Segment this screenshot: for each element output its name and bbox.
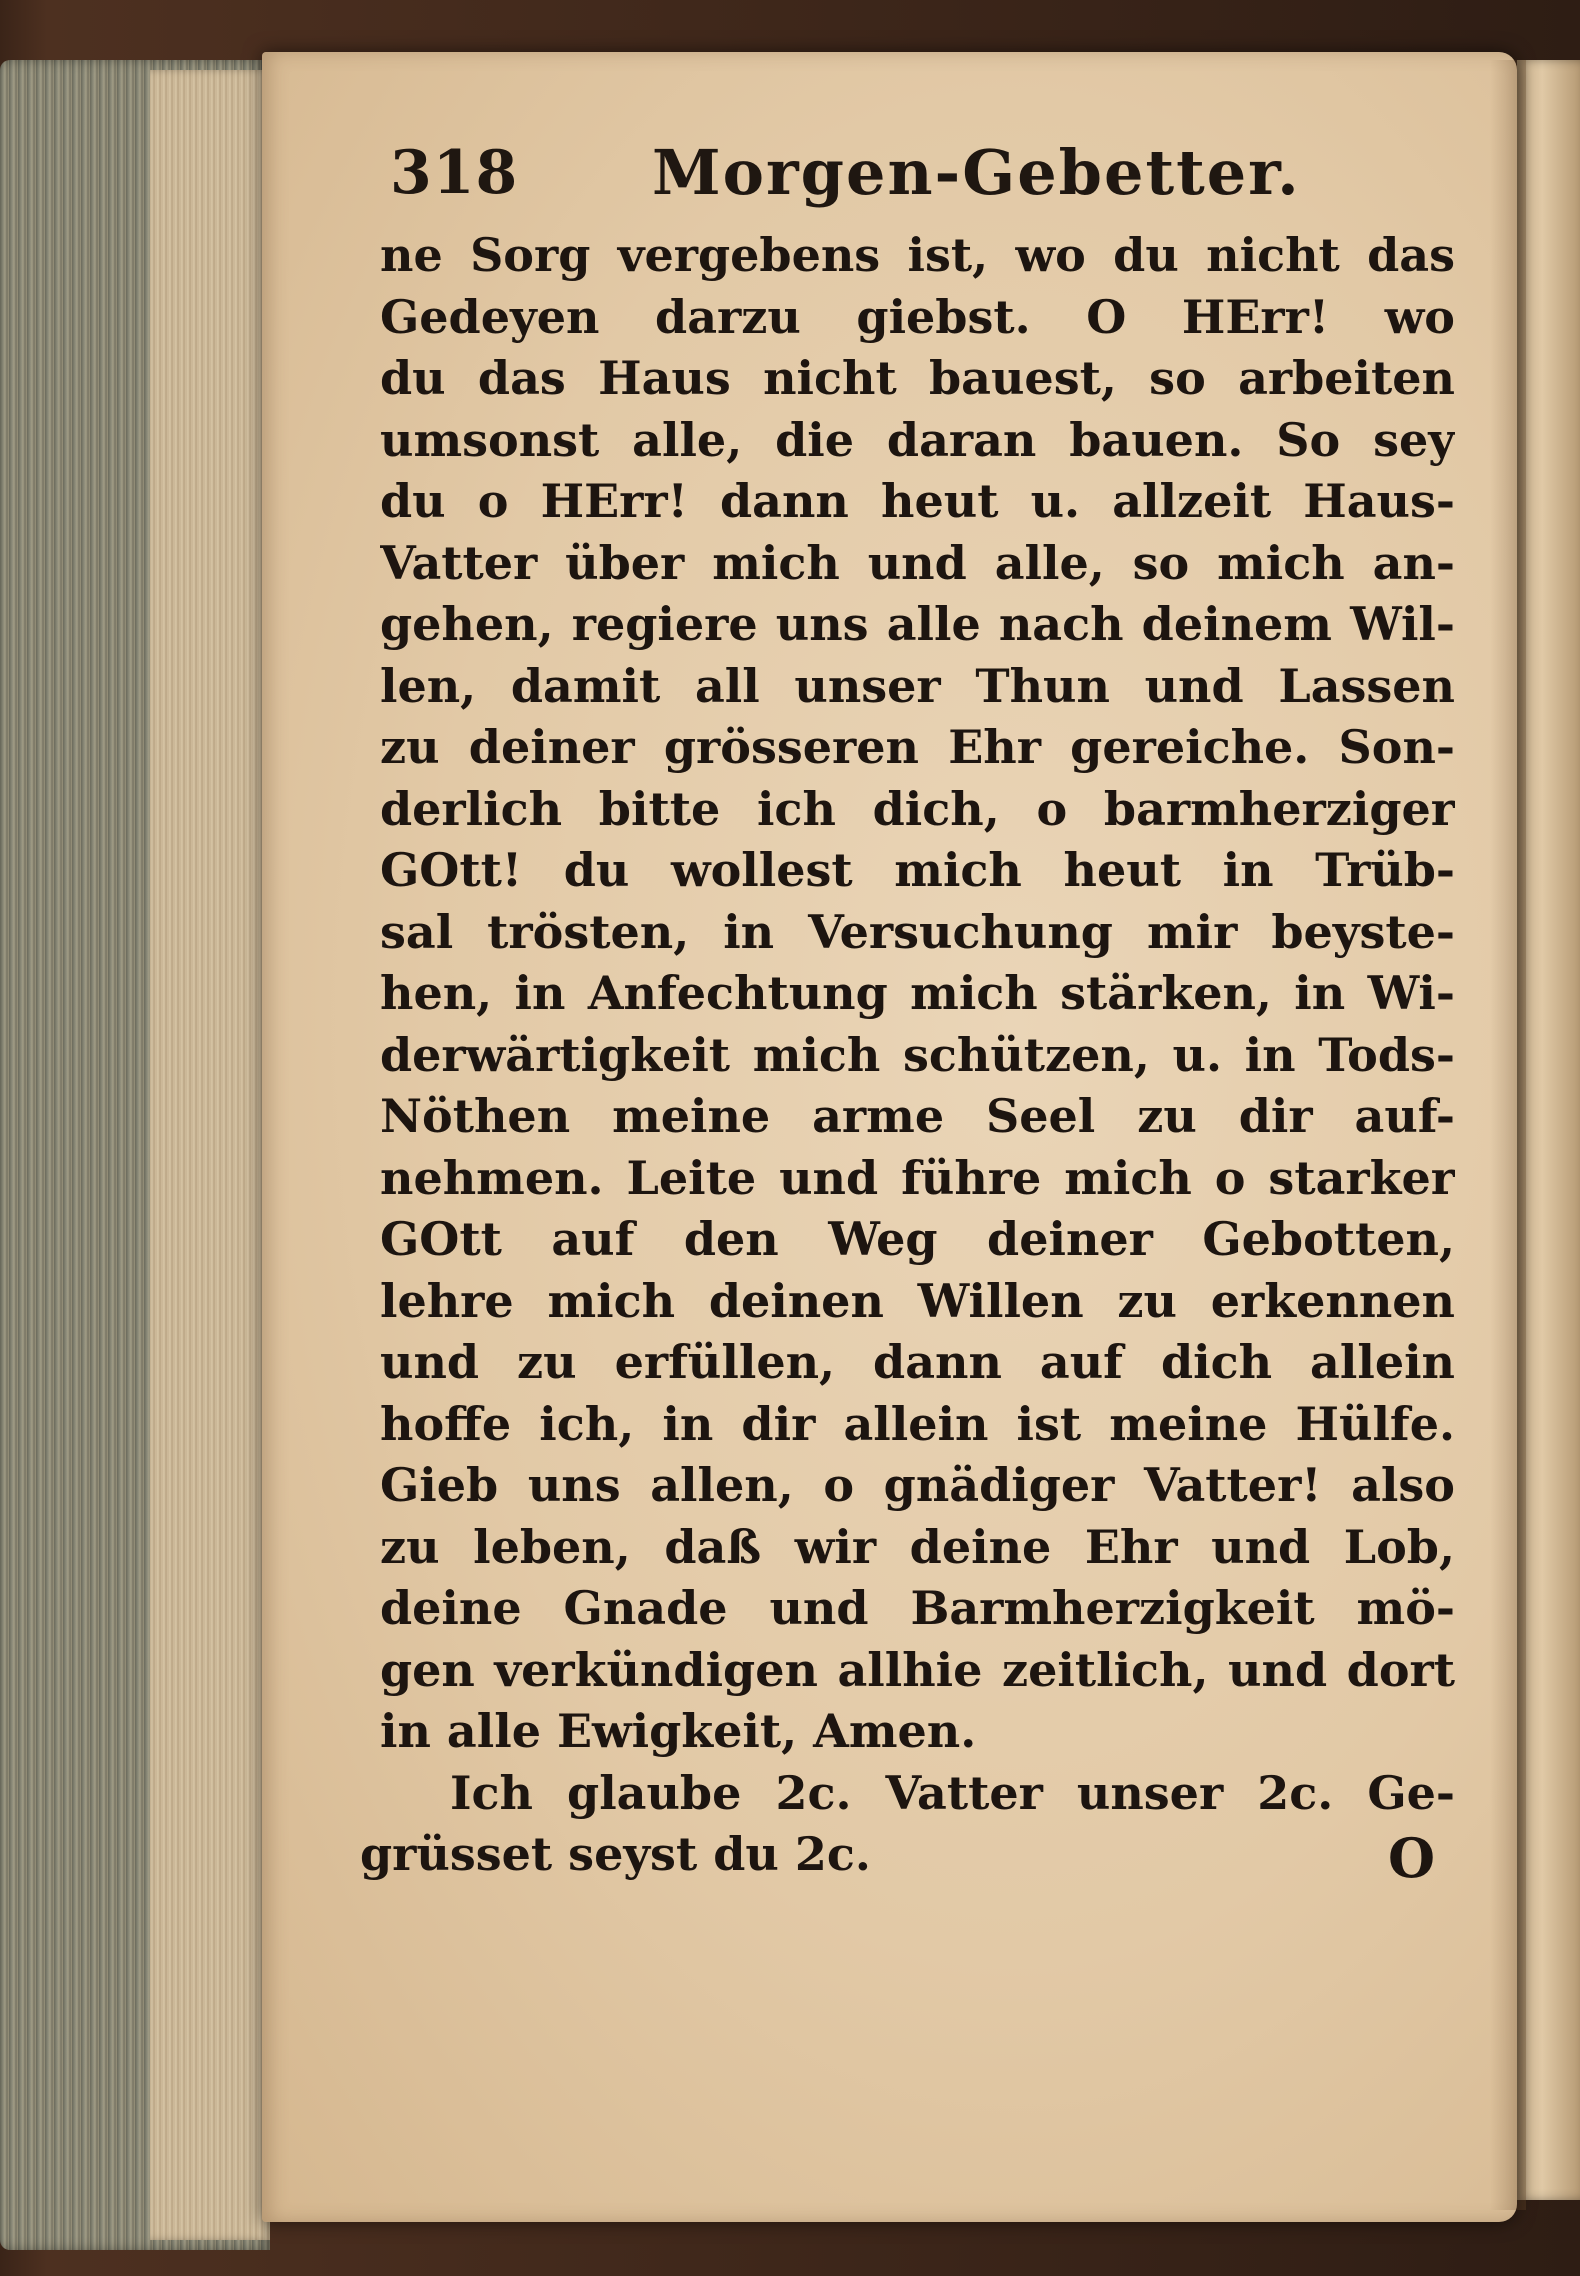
text-line: Nöthen meine arme Seel zu dir auf- — [380, 1089, 1455, 1143]
facing-page-edge — [1517, 60, 1580, 2200]
text-line: hoffe ich, in dir allein ist meine Hülfe. — [380, 1396, 1455, 1451]
text-line: du das Haus nicht bauest, so arbeiten — [380, 351, 1455, 405]
text-line: len, damit all unser Thun und Lassen — [380, 658, 1455, 713]
text-line: ne Sorg vergebens ist, wo du nicht das — [380, 228, 1455, 282]
closing-line: Ich glaube 2c. Vatter unser 2c. Ge- — [450, 1765, 1455, 1820]
text-line: du o HErr! dann heut u. allzeit Haus- — [380, 474, 1455, 528]
text-line: zu deiner grösseren Ehr gereiche. Son- — [380, 720, 1455, 774]
text-line: nehmen. Leite und führe mich o starker — [380, 1150, 1455, 1205]
text-line: gehen, regiere uns alle nach deinem Wil- — [380, 597, 1455, 651]
text-line: und zu erfüllen, dann auf dich allein — [380, 1335, 1455, 1389]
catchword: O — [1387, 1826, 1435, 1890]
closing-row — [360, 1824, 1455, 1890]
text-line: deine Gnade und Barmherzigkeit mö- — [380, 1581, 1455, 1635]
text-line: lehre mich deinen Willen zu erkennen — [380, 1273, 1455, 1328]
text-line: gen verkündigen allhie zeitlich, und dort — [380, 1642, 1455, 1697]
text-line: derlich bitte ich dich, o barmherziger — [380, 781, 1455, 836]
text-line: hen, in Anfechtung mich stärken, in Wi- — [380, 966, 1455, 1020]
closing-line: grüsset seyst du 2c. — [360, 1827, 871, 1881]
text-line: sal trösten, in Versuchung mir beyste- — [380, 904, 1455, 959]
page-header — [390, 130, 1440, 220]
gutter-shadow — [1490, 60, 1526, 2210]
text-line: Gedeyen darzu giebst. O HErr! wo — [380, 289, 1455, 344]
text-line: GOtt auf den Weg deiner Gebotten, — [380, 1212, 1455, 1266]
running-title: Morgen-Gebetter. — [652, 136, 1301, 209]
text-line: in alle Ewigkeit, Amen. — [380, 1704, 977, 1758]
text-line: Gieb uns allen, o gnädiger Vatter! also — [380, 1458, 1455, 1512]
text-line: Vatter über mich und alle, so mich an- — [380, 535, 1455, 590]
prayer-text — [360, 225, 1455, 1890]
text-line: derwärtigkeit mich schützen, u. in Tods- — [380, 1027, 1455, 1082]
text-line: zu leben, daß wir deine Ehr und Lob, — [380, 1519, 1455, 1574]
page-edges-inner — [150, 70, 270, 2240]
page-number: 318 — [390, 138, 519, 208]
text-line: GOtt! du wollest mich heut in Trüb- — [380, 843, 1455, 897]
text-line: umsonst alle, die daran bauen. So sey — [380, 412, 1455, 467]
